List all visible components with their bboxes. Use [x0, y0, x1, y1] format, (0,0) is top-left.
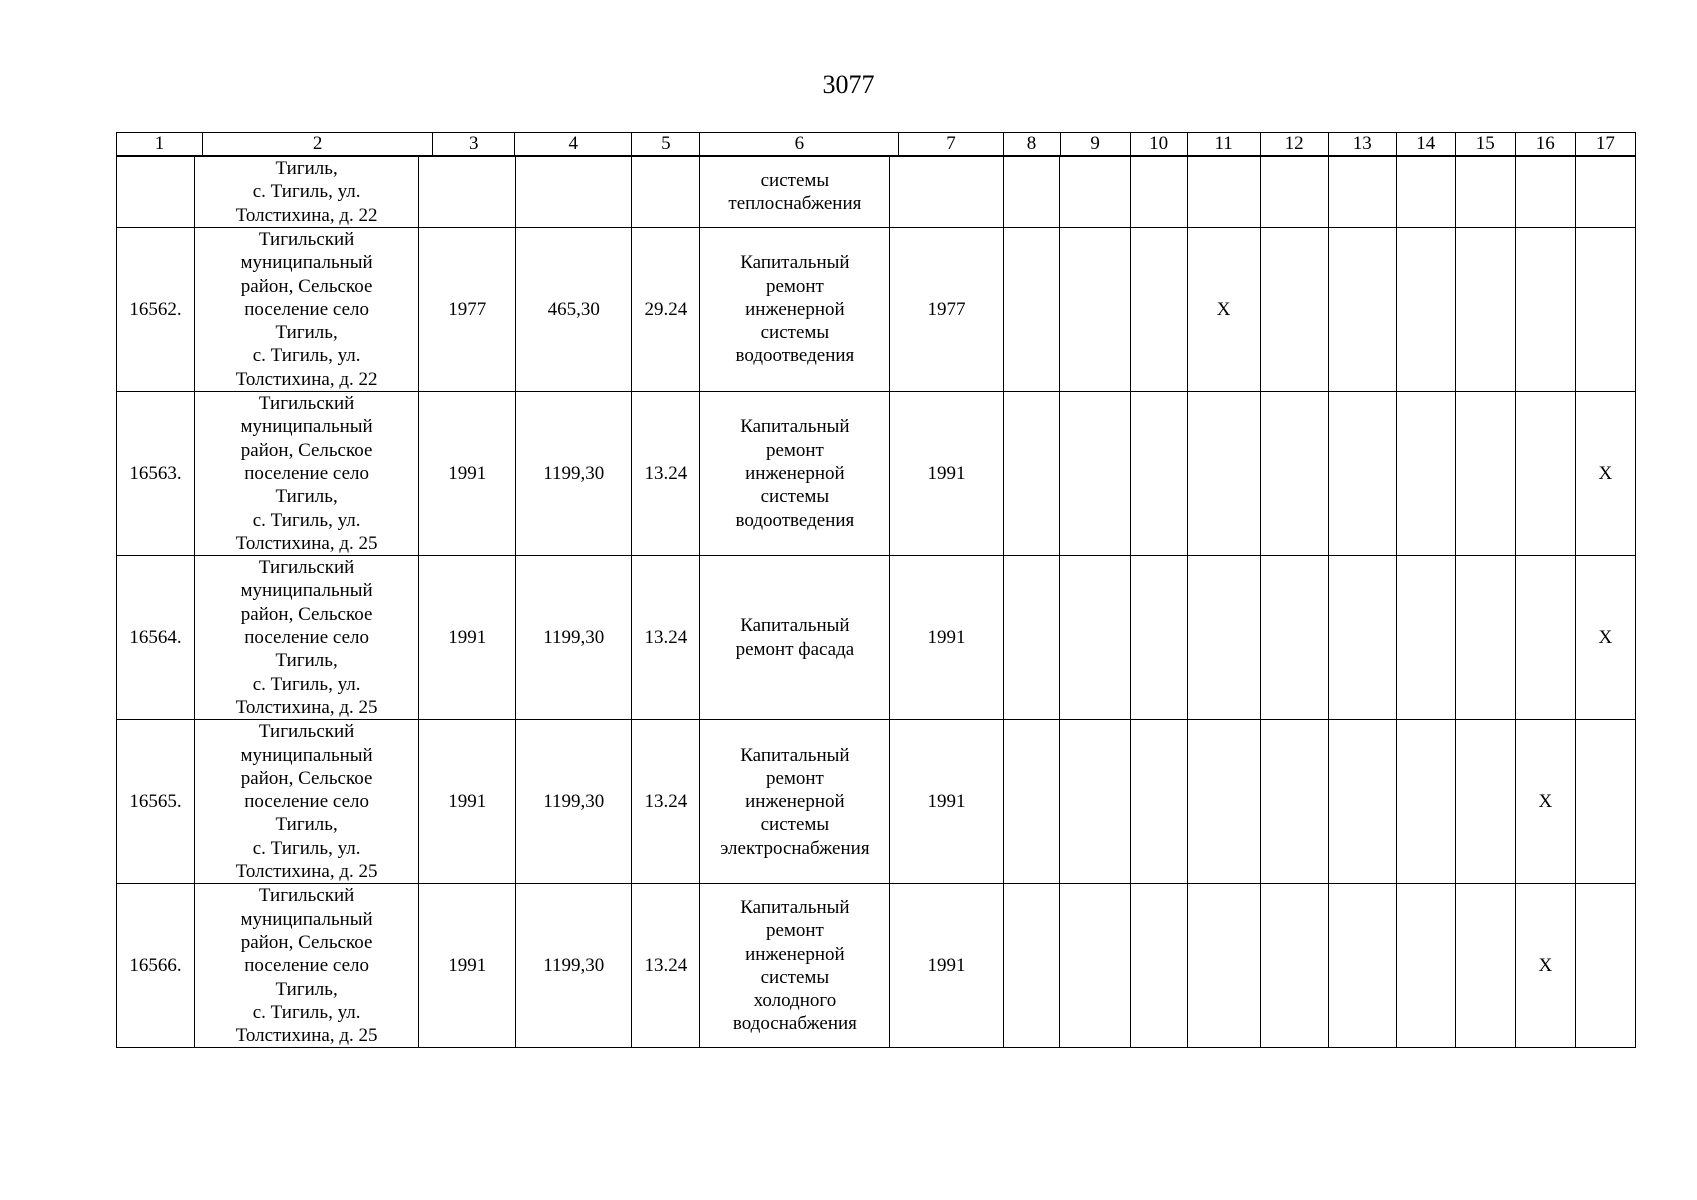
work-type-cell-line: ремонт фасада: [735, 638, 855, 660]
mark-cell-col-16: X: [1515, 720, 1575, 884]
address-cell-line: поселение село: [244, 462, 369, 484]
address-cell-line: Тигильский: [258, 721, 355, 743]
work-type-cell: [700, 157, 890, 228]
work-type-cell-line: инженерной: [745, 462, 845, 484]
row-number-cell: 16565.: [117, 720, 195, 884]
work-type-cell-line: ремонт: [765, 275, 824, 297]
column-number-16: 16: [1515, 133, 1575, 156]
address-cell-line: Тигиль,: [275, 650, 338, 672]
code-cell: 13.24: [632, 392, 700, 556]
code-cell: 29.24: [632, 228, 700, 392]
work-type-cell: [700, 228, 890, 392]
address-cell: [195, 556, 419, 720]
column-number-3: 3: [433, 133, 515, 156]
work-type-cell-line: водоснабжения: [732, 1013, 857, 1035]
col-13-cell: [1328, 392, 1396, 556]
address-cell-line: Тигильский: [258, 885, 355, 907]
address-cell-line: Тигильский: [258, 557, 355, 579]
year-cell: 1991: [419, 720, 516, 884]
col-11-cell: [1187, 157, 1260, 228]
row-number-cell: 16563.: [117, 392, 195, 556]
col-17-cell: [1575, 228, 1635, 392]
col-15-cell: [1455, 228, 1515, 392]
table-row: [117, 556, 1636, 720]
column-number-12: 12: [1260, 133, 1328, 156]
address-cell: [195, 884, 419, 1048]
address-cell-line: с. Тигиль, ул.: [252, 1001, 361, 1023]
address-cell: [195, 720, 419, 884]
year-cell: [419, 157, 516, 228]
table-row-continuation: [117, 157, 1636, 228]
address-cell-line: поселение село: [244, 955, 369, 977]
col-16-cell: [1515, 392, 1575, 556]
col-17-cell: [1575, 884, 1635, 1048]
col-12-cell: [1260, 392, 1328, 556]
col-17-cell: [1575, 720, 1635, 884]
col-12-cell: [1260, 157, 1328, 228]
data-table: [116, 156, 1636, 1048]
address-cell-line: Тигильский: [258, 229, 355, 250]
col-16-cell: [1515, 157, 1575, 228]
address-cell-line: поселение село: [244, 627, 369, 649]
code-cell: 13.24: [632, 556, 700, 720]
work-type-cell-line: холодного: [753, 990, 837, 1012]
column-number-17: 17: [1575, 133, 1635, 156]
col-11-cell: [1187, 556, 1260, 720]
address-cell-line: муниципальный: [240, 908, 373, 930]
address-cell-line: поселение село: [244, 298, 369, 320]
col-16-cell: [1515, 228, 1575, 392]
address-cell-line: Тигиль,: [275, 158, 338, 180]
year-cell: 1977: [419, 228, 516, 392]
column-number-header: [116, 132, 1636, 156]
column-number-10: 10: [1130, 133, 1187, 156]
address-cell-line: Тигиль,: [275, 322, 338, 344]
col-8-cell: [1003, 157, 1059, 228]
work-type-cell: [700, 884, 890, 1048]
address-cell-line: Тигиль,: [275, 978, 338, 1000]
col-10-cell: [1130, 228, 1187, 392]
col-8-cell: [1003, 884, 1059, 1048]
address-cell-line: Толстихина, д. 25: [235, 861, 378, 883]
col-8-cell: [1003, 392, 1059, 556]
work-type-cell-line: Капитальный: [740, 744, 850, 766]
mark-cell-col-17: X: [1575, 392, 1635, 556]
col-9-cell: [1059, 720, 1130, 884]
col-13-cell: [1328, 556, 1396, 720]
column-number-15: 15: [1455, 133, 1515, 156]
address-cell-line: с. Тигиль, ул.: [252, 345, 361, 367]
address-cell-line: поселение село: [244, 791, 369, 813]
mark-cell-col-17: X: [1575, 556, 1635, 720]
col-9-cell: [1059, 556, 1130, 720]
address-cell-line: Тигильский: [258, 393, 355, 415]
work-type-cell: [700, 720, 890, 884]
col-9-cell: [1059, 392, 1130, 556]
work-type-cell-line: системы: [760, 966, 830, 988]
work-type-cell-line: электроснабжения: [720, 837, 870, 859]
column-number-9: 9: [1060, 133, 1130, 156]
work-type-cell-line: инженерной: [745, 298, 845, 320]
col-13-cell: [1328, 157, 1396, 228]
row-number-cell: 16562.: [117, 228, 195, 392]
col-10-cell: [1130, 392, 1187, 556]
row-number-cell: 16564.: [117, 556, 195, 720]
col-11-cell: [1187, 392, 1260, 556]
col-11-cell: [1187, 884, 1260, 1048]
col-14-cell: [1396, 228, 1455, 392]
address-cell-line: район, Сельское: [240, 931, 373, 953]
col-10-cell: [1130, 556, 1187, 720]
area-cell: 465,30: [516, 228, 632, 392]
address-cell-line: Толстихина, д. 25: [235, 532, 378, 554]
col-8-cell: [1003, 228, 1059, 392]
column-number-13: 13: [1328, 133, 1396, 156]
col-13-cell: [1328, 884, 1396, 1048]
col-13-cell: [1328, 228, 1396, 392]
table-row: [117, 392, 1636, 556]
code-cell: 13.24: [632, 884, 700, 1048]
work-type-cell-line: инженерной: [745, 791, 845, 813]
mark-cell-col-11: X: [1187, 228, 1260, 392]
col-14-cell: [1396, 884, 1455, 1048]
col-14-cell: [1396, 720, 1455, 884]
work-type-cell-line: водоотведения: [735, 509, 855, 531]
work-type-cell-line: ремонт: [765, 439, 824, 461]
work-type-cell-line: ремонт: [765, 920, 824, 942]
work-type-cell-line: инженерной: [745, 943, 845, 965]
work-type-cell-line: системы: [760, 169, 830, 191]
column-number-2: 2: [203, 133, 433, 156]
work-type-cell-line: системы: [760, 486, 830, 508]
year-cell: 1991: [419, 556, 516, 720]
col-13-cell: [1328, 720, 1396, 884]
col-14-cell: [1396, 556, 1455, 720]
table-row: [117, 228, 1636, 392]
address-cell-line: Тигиль,: [275, 814, 338, 836]
area-cell: [516, 157, 632, 228]
address-cell-line: муниципальный: [240, 580, 373, 602]
col-17-cell: [1575, 157, 1635, 228]
address-cell-line: муниципальный: [240, 744, 373, 766]
col-8-cell: [1003, 556, 1059, 720]
area-cell: 1199,30: [516, 392, 632, 556]
column-number-6: 6: [700, 133, 899, 156]
col-7-cell: [890, 157, 1003, 228]
address-cell-line: Толстихина, д. 25: [235, 696, 378, 718]
column-number-1: 1: [117, 133, 203, 156]
work-type-cell-line: системы: [760, 322, 830, 344]
address-cell-line: с. Тигиль, ул.: [252, 181, 361, 203]
address-cell-line: район, Сельское: [240, 439, 373, 461]
col-10-cell: [1130, 884, 1187, 1048]
area-cell: 1199,30: [516, 556, 632, 720]
address-cell-line: район, Сельское: [240, 767, 373, 789]
col-15-cell: [1455, 556, 1515, 720]
year-cell-2: 1977: [890, 228, 1003, 392]
col-15-cell: [1455, 720, 1515, 884]
work-type-cell-line: Капитальный: [740, 252, 850, 274]
work-type-cell-line: Капитальный: [740, 416, 850, 438]
col-12-cell: [1260, 556, 1328, 720]
col-10-cell: [1130, 720, 1187, 884]
col-12-cell: [1260, 884, 1328, 1048]
year-cell: 1991: [419, 392, 516, 556]
code-cell: [632, 157, 700, 228]
row-number-cell: [117, 157, 195, 228]
address-cell-line: с. Тигиль, ул.: [252, 673, 361, 695]
area-cell: 1199,30: [516, 884, 632, 1048]
col-15-cell: [1455, 884, 1515, 1048]
col-8-cell: [1003, 720, 1059, 884]
table-row: [117, 720, 1636, 884]
col-11-cell: [1187, 720, 1260, 884]
address-cell-line: Тигиль,: [275, 486, 338, 508]
address-cell-line: район, Сельское: [240, 275, 373, 297]
address-cell-line: с. Тигиль, ул.: [252, 837, 361, 859]
address-cell-line: муниципальный: [240, 416, 373, 438]
column-number-11: 11: [1187, 133, 1260, 156]
address-cell-line: муниципальный: [240, 252, 373, 274]
address-cell-line: с. Тигиль, ул.: [252, 509, 361, 531]
address-cell: [195, 392, 419, 556]
work-type-cell-line: системы: [760, 814, 830, 836]
year-cell: 1991: [419, 884, 516, 1048]
column-number-8: 8: [1003, 133, 1060, 156]
address-cell-line: Толстихина, д. 22: [235, 204, 378, 226]
col-14-cell: [1396, 392, 1455, 556]
work-type-cell: [700, 556, 890, 720]
work-type-cell-line: Капитальный: [740, 615, 850, 637]
year-cell-2: 1991: [890, 884, 1003, 1048]
work-type-cell-line: Капитальный: [740, 896, 850, 918]
table-row: [117, 884, 1636, 1048]
col-14-cell: [1396, 157, 1455, 228]
code-cell: 13.24: [632, 720, 700, 884]
page-number: 3077: [822, 70, 875, 99]
col-12-cell: [1260, 720, 1328, 884]
col-15-cell: [1455, 392, 1515, 556]
year-cell-2: 1991: [890, 720, 1003, 884]
work-type-cell-line: ремонт: [765, 767, 824, 789]
col-10-cell: [1130, 157, 1187, 228]
column-number-5: 5: [632, 133, 700, 156]
year-cell-2: 1991: [890, 556, 1003, 720]
work-type-cell-line: теплоснабжения: [728, 193, 862, 214]
col-15-cell: [1455, 157, 1515, 228]
col-12-cell: [1260, 228, 1328, 392]
address-cell-line: район, Сельское: [240, 603, 373, 625]
address-cell: [195, 228, 419, 392]
column-number-14: 14: [1396, 133, 1455, 156]
col-9-cell: [1059, 228, 1130, 392]
work-type-cell: [700, 392, 890, 556]
col-16-cell: [1515, 556, 1575, 720]
year-cell-2: 1991: [890, 392, 1003, 556]
work-type-cell-line: водоотведения: [735, 345, 855, 367]
area-cell: 1199,30: [516, 720, 632, 884]
address-cell-line: Толстихина, д. 22: [235, 368, 378, 390]
address-cell-line: Толстихина, д. 25: [235, 1025, 378, 1047]
address-cell: [195, 157, 419, 228]
col-9-cell: [1059, 157, 1130, 228]
column-number-7: 7: [899, 133, 1003, 156]
mark-cell-col-16: X: [1515, 884, 1575, 1048]
column-number-4: 4: [515, 133, 632, 156]
col-9-cell: [1059, 884, 1130, 1048]
row-number-cell: 16566.: [117, 884, 195, 1048]
